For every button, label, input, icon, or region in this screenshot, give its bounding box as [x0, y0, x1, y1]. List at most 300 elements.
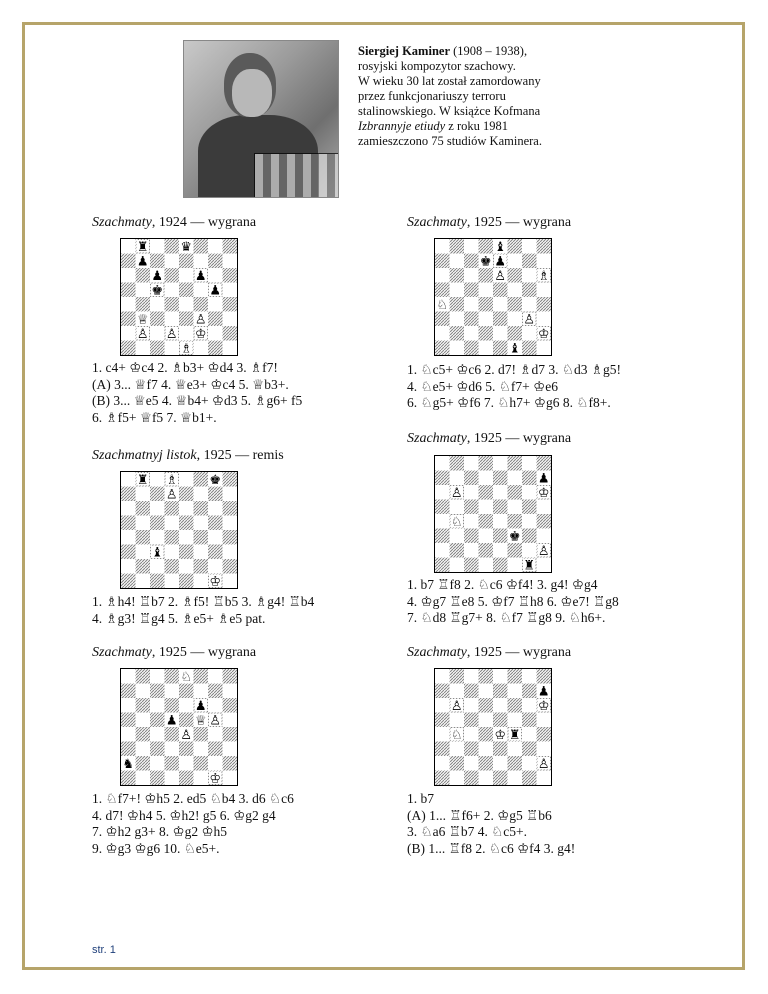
board-square [493, 669, 508, 684]
board-square [121, 669, 136, 684]
board-square [136, 727, 151, 742]
board-square [493, 713, 508, 728]
board-square [165, 516, 180, 531]
board-square [150, 516, 165, 531]
board-square [136, 268, 151, 283]
chessboard-svg [435, 456, 551, 572]
board-square [150, 326, 165, 341]
board-square [479, 529, 494, 544]
board-square [493, 756, 508, 771]
board-square [479, 500, 494, 515]
board-square [435, 268, 450, 283]
chess-piece: ♔ [209, 574, 222, 588]
board-square [522, 698, 537, 713]
study-title: Szachmaty, 1924 — wygrana [92, 215, 257, 230]
board-square [464, 283, 479, 298]
chess-piece: ♔ [537, 485, 550, 501]
board-square [150, 684, 165, 699]
board-square [179, 487, 194, 502]
board-square [464, 312, 479, 327]
board-square [450, 558, 465, 573]
board-square [223, 559, 238, 574]
board-square [223, 472, 238, 487]
move-line: (B) 1... ♖f8 2. ♘c6 ♔f4 3. g4! [407, 840, 576, 856]
move-line: 4. ♗g3! ♖g4 5. ♗e5+ ♗e5 pat. [92, 610, 266, 626]
chess-piece: ♙ [450, 698, 463, 714]
board-square [223, 341, 238, 356]
board-square [537, 742, 552, 757]
board-square [450, 713, 465, 728]
chess-piece: ♙ [537, 756, 550, 772]
chess-piece: ♞ [122, 756, 135, 772]
bio-text: Siergiej Kaminer (1908 – 1938), rosyjski kompozytor szachowy. W wieku 30 lat został zamordowany przez funkcjonariuszy terroru stalinowskiego. W książce Kofmana Izbrannyje etiudy z roku 1981 zamieszczono 75 studiów Kaminera. [358, 44, 542, 148]
board-square [179, 472, 194, 487]
chess-piece: ♔ [537, 698, 550, 714]
board-square [121, 326, 136, 341]
board-square [450, 543, 465, 558]
board-square [508, 742, 523, 757]
move-line: 4. ♔g7 ♖e8 5. ♔f7 ♖h8 6. ♔e7! ♖g8 [407, 593, 619, 609]
board-square [136, 756, 151, 771]
chess-piece: ♚ [209, 472, 222, 488]
board-square [435, 669, 450, 684]
board-square [522, 742, 537, 757]
chess-diagram [434, 455, 552, 573]
board-square [450, 756, 465, 771]
chess-piece: ♔ [494, 727, 507, 743]
board-square [150, 254, 165, 269]
board-square [537, 239, 552, 254]
board-square [121, 530, 136, 545]
chess-diagram [120, 238, 238, 356]
board-square [165, 501, 180, 516]
board-square [223, 530, 238, 545]
board-square [508, 543, 523, 558]
board-square [150, 669, 165, 684]
board-square [479, 698, 494, 713]
move-line: 1. c4+ ♔c4 2. ♗b3+ ♔d4 3. ♗f7! [92, 360, 278, 375]
chessboard-svg [121, 669, 237, 785]
board-square [136, 669, 151, 684]
board-square [136, 297, 151, 312]
board-square [435, 254, 450, 269]
board-square [464, 669, 479, 684]
board-square [479, 771, 494, 786]
board-square [450, 669, 465, 684]
chess-piece: ♝ [494, 239, 507, 255]
board-square [450, 297, 465, 312]
board-square [537, 297, 552, 312]
chess-piece: ♟ [194, 268, 207, 284]
board-square [522, 268, 537, 283]
board-square [208, 239, 223, 254]
board-square [194, 771, 209, 786]
board-square [479, 756, 494, 771]
board-square [522, 341, 537, 356]
board-square [208, 530, 223, 545]
board-square [121, 516, 136, 531]
board-square [165, 742, 180, 757]
chess-piece: ♚ [151, 283, 164, 299]
chess-piece: ♔ [209, 771, 222, 785]
study-title: Szachmaty, 1925 — wygrana [407, 645, 572, 660]
board-square [223, 268, 238, 283]
board-square [522, 500, 537, 515]
move-line: 1. ♗h4! ♖b7 2. ♗f5! ♖b5 3. ♗g4! ♖b4 [92, 594, 315, 609]
board-square [179, 684, 194, 699]
board-square [493, 341, 508, 356]
board-square [223, 297, 238, 312]
chess-piece: ♙ [523, 312, 536, 328]
board-square [522, 727, 537, 742]
board-square [464, 471, 479, 486]
board-square [479, 669, 494, 684]
board-square [150, 559, 165, 574]
board-square [223, 254, 238, 269]
board-square [165, 669, 180, 684]
chess-diagram [434, 668, 552, 786]
chess-piece: ♘ [436, 297, 449, 313]
board-square [493, 283, 508, 298]
study-solution [92, 360, 302, 426]
board-square [493, 543, 508, 558]
board-square [194, 297, 209, 312]
board-square [479, 471, 494, 486]
board-square [150, 530, 165, 545]
chess-diagram [434, 238, 552, 356]
board-square [208, 326, 223, 341]
board-square [464, 341, 479, 356]
board-square [435, 471, 450, 486]
board-square [223, 326, 238, 341]
board-square [537, 254, 552, 269]
board-square [179, 283, 194, 298]
chess-piece: ♝ [151, 545, 164, 561]
chess-piece: ♚ [479, 254, 492, 270]
board-square [493, 500, 508, 515]
board-square [508, 684, 523, 699]
board-square [508, 713, 523, 728]
board-square [435, 239, 450, 254]
board-square [208, 559, 223, 574]
board-square [121, 297, 136, 312]
board-square [179, 326, 194, 341]
board-square [121, 559, 136, 574]
board-square [450, 684, 465, 699]
board-square [479, 312, 494, 327]
move-line: 3. ♘a6 ♖b7 4. ♘c5+. [407, 824, 528, 839]
board-square [493, 326, 508, 341]
board-square [150, 341, 165, 356]
chess-piece: ♕ [136, 312, 149, 328]
board-square [508, 326, 523, 341]
board-square [435, 771, 450, 786]
board-square [537, 283, 552, 298]
board-square [136, 545, 151, 560]
board-square [522, 254, 537, 269]
board-square [493, 456, 508, 471]
board-square [479, 297, 494, 312]
board-square [194, 574, 209, 589]
board-square [121, 574, 136, 589]
board-square [165, 684, 180, 699]
chess-piece: ♙ [494, 268, 507, 284]
board-square [464, 543, 479, 558]
board-square [165, 559, 180, 574]
board-square [136, 684, 151, 699]
chess-piece: ♘ [450, 727, 463, 743]
board-square [208, 669, 223, 684]
board-square [479, 514, 494, 529]
board-square [479, 283, 494, 298]
chess-piece: ♜ [523, 558, 536, 572]
board-square [522, 283, 537, 298]
board-square [121, 684, 136, 699]
board-square [179, 771, 194, 786]
board-square [464, 771, 479, 786]
board-square [522, 529, 537, 544]
board-square [522, 297, 537, 312]
board-square [464, 456, 479, 471]
board-square [150, 698, 165, 713]
board-square [194, 742, 209, 757]
board-square [450, 254, 465, 269]
board-square [537, 312, 552, 327]
chess-piece: ♙ [450, 485, 463, 501]
board-square [493, 771, 508, 786]
board-square [464, 727, 479, 742]
board-square [537, 713, 552, 728]
board-square [450, 471, 465, 486]
board-square [150, 297, 165, 312]
board-square [165, 727, 180, 742]
board-square [537, 500, 552, 515]
board-square [223, 742, 238, 757]
move-line: 7. ♘d8 ♖g7+ 8. ♘f7 ♖g8 9. ♘h6+. [407, 610, 606, 625]
chess-diagram [120, 668, 238, 786]
board-square [136, 771, 151, 786]
chess-diagram [120, 471, 238, 589]
board-square [464, 268, 479, 283]
board-square [435, 558, 450, 573]
board-square [150, 312, 165, 327]
board-square [223, 239, 238, 254]
board-square [522, 456, 537, 471]
board-square [450, 312, 465, 327]
board-square [464, 297, 479, 312]
board-square [508, 268, 523, 283]
board-square [194, 756, 209, 771]
board-square [194, 530, 209, 545]
chess-piece: ♟ [209, 283, 222, 299]
board-square [508, 558, 523, 573]
board-square [150, 756, 165, 771]
board-square [165, 297, 180, 312]
board-square [508, 283, 523, 298]
board-square [121, 472, 136, 487]
board-square [493, 558, 508, 573]
board-square [179, 516, 194, 531]
chess-piece: ♛ [180, 239, 193, 255]
board-square [223, 771, 238, 786]
board-square [208, 742, 223, 757]
board-square [464, 485, 479, 500]
board-square [136, 559, 151, 574]
study-title: Szachmatnyj listok, 1925 — remis [92, 448, 284, 463]
board-square [165, 254, 180, 269]
board-square [479, 485, 494, 500]
chess-piece: ♜ [508, 727, 521, 743]
study-solution [407, 362, 621, 412]
board-square [464, 756, 479, 771]
board-square [223, 545, 238, 560]
board-square [522, 239, 537, 254]
board-square [208, 727, 223, 742]
board-square [179, 559, 194, 574]
board-square [121, 341, 136, 356]
board-square [136, 341, 151, 356]
board-square [435, 529, 450, 544]
board-square [522, 669, 537, 684]
board-square [150, 239, 165, 254]
board-square [464, 529, 479, 544]
board-square [435, 727, 450, 742]
board-square [179, 254, 194, 269]
move-line: 7. ♔h2 g3+ 8. ♔g2 ♔h5 [92, 824, 228, 839]
board-square [508, 471, 523, 486]
board-square [450, 283, 465, 298]
chess-piece: ♙ [136, 326, 149, 342]
board-square [493, 297, 508, 312]
board-square [165, 771, 180, 786]
board-square [208, 312, 223, 327]
board-square [435, 312, 450, 327]
board-square [208, 268, 223, 283]
chessboard-svg [121, 472, 237, 588]
board-square [136, 742, 151, 757]
board-square [508, 756, 523, 771]
board-square [179, 297, 194, 312]
board-square [435, 698, 450, 713]
board-square [150, 713, 165, 728]
board-square [165, 574, 180, 589]
board-square [194, 283, 209, 298]
board-square [522, 543, 537, 558]
board-square [435, 713, 450, 728]
board-square [223, 698, 238, 713]
board-square [450, 268, 465, 283]
board-square [479, 684, 494, 699]
board-square [136, 516, 151, 531]
board-square [179, 501, 194, 516]
chess-piece: ♜ [136, 472, 149, 488]
board-square [194, 669, 209, 684]
board-square [450, 341, 465, 356]
board-square [223, 669, 238, 684]
board-square [194, 341, 209, 356]
board-square [537, 771, 552, 786]
board-square [194, 254, 209, 269]
board-square [179, 268, 194, 283]
board-square [136, 283, 151, 298]
chess-piece: ♝ [508, 341, 521, 355]
study-solution [92, 594, 314, 627]
chess-piece: ♟ [151, 268, 164, 284]
chess-piece: ♔ [537, 326, 550, 342]
board-square [150, 487, 165, 502]
chess-piece: ♗ [165, 472, 178, 488]
chess-piece: ♟ [537, 471, 550, 487]
board-square [223, 516, 238, 531]
board-square [208, 487, 223, 502]
board-square [450, 500, 465, 515]
move-line: 1. b7 [407, 791, 434, 806]
board-square [537, 529, 552, 544]
move-line: 4. d7! ♔h4 5. ♔h2! g5 6. ♔g2 g4 [92, 807, 276, 823]
board-square [150, 742, 165, 757]
board-square [464, 254, 479, 269]
chess-piece: ♟ [136, 254, 149, 270]
study-solution [92, 791, 294, 857]
board-square [479, 341, 494, 356]
board-square [479, 558, 494, 573]
board-square [435, 543, 450, 558]
board-square [208, 698, 223, 713]
board-square [508, 669, 523, 684]
board-square [121, 727, 136, 742]
board-square [150, 727, 165, 742]
page-number: str. 1 [92, 944, 116, 956]
chess-piece: ♜ [136, 239, 149, 255]
board-square [464, 698, 479, 713]
board-square [194, 501, 209, 516]
chess-piece: ♙ [180, 727, 193, 743]
board-square [464, 713, 479, 728]
chess-piece: ♙ [537, 543, 550, 559]
board-square [537, 341, 552, 356]
board-square [435, 684, 450, 699]
board-square [194, 684, 209, 699]
chessboard-svg [121, 239, 237, 355]
chess-piece: ♗ [180, 341, 193, 355]
chess-piece: ♙ [165, 326, 178, 342]
study-title: Szachmaty, 1925 — wygrana [92, 645, 257, 660]
study-solution [407, 577, 619, 627]
board-square [165, 756, 180, 771]
chess-piece: ♙ [209, 713, 222, 729]
chess-piece: ♘ [180, 669, 193, 685]
board-square [223, 684, 238, 699]
board-square [223, 756, 238, 771]
board-square [223, 283, 238, 298]
move-line: 9. ♔g3 ♔g6 10. ♘e5+. [92, 840, 220, 856]
board-square [464, 326, 479, 341]
board-square [208, 545, 223, 560]
board-square [208, 297, 223, 312]
board-square [121, 742, 136, 757]
board-square [194, 727, 209, 742]
board-square [223, 501, 238, 516]
board-square [223, 574, 238, 589]
board-square [179, 530, 194, 545]
chess-piece: ♟ [494, 254, 507, 270]
board-square [479, 713, 494, 728]
chess-piece: ♔ [194, 326, 207, 342]
board-square [194, 545, 209, 560]
move-line: 1. b7 ♖f8 2. ♘c6 ♔f4! 3. g4! ♔g4 [407, 577, 598, 592]
board-square [479, 543, 494, 558]
board-square [508, 485, 523, 500]
